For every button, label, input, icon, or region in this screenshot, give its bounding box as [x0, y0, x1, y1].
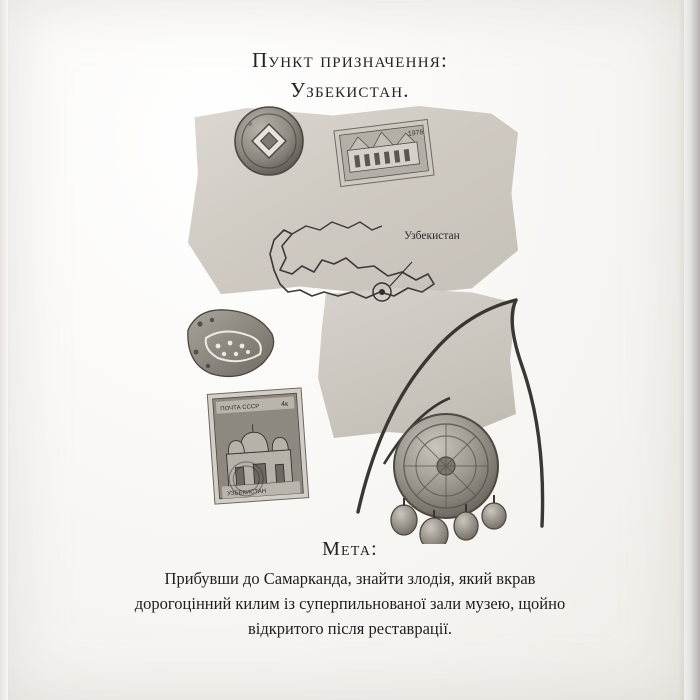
pottery-shard-icon — [178, 300, 282, 388]
stamp-bottom-caption: УЗБЕКИСТАН — [227, 488, 267, 498]
postage-stamp-mosque-icon — [206, 387, 310, 505]
stamp-bottom-top-text: ПОЧТА СССР — [220, 403, 260, 413]
page-title-line-1: Пункт призначення: — [252, 48, 448, 72]
map-country-label: Узбекистан — [404, 230, 460, 242]
postage-stamp-building-icon — [333, 118, 435, 187]
silver-pendant-necklace-icon — [346, 294, 556, 544]
page-title-line-2: Узбекистан. — [290, 78, 410, 102]
stamp-top-value: 1976 — [407, 129, 424, 138]
stamp-bottom-value: 4к — [280, 400, 289, 409]
ancient-coin-icon — [232, 104, 306, 178]
page-left-edge — [0, 0, 10, 700]
goal-heading: Мета: — [322, 538, 378, 560]
page-spine-shadow — [678, 0, 700, 700]
goal-text: Прибувши до Самарканда, знайти злодія, який вкрав дорогоцінний килим із суперпильнованої зали музею, щойно відкритого після реставрації. — [134, 569, 566, 638]
